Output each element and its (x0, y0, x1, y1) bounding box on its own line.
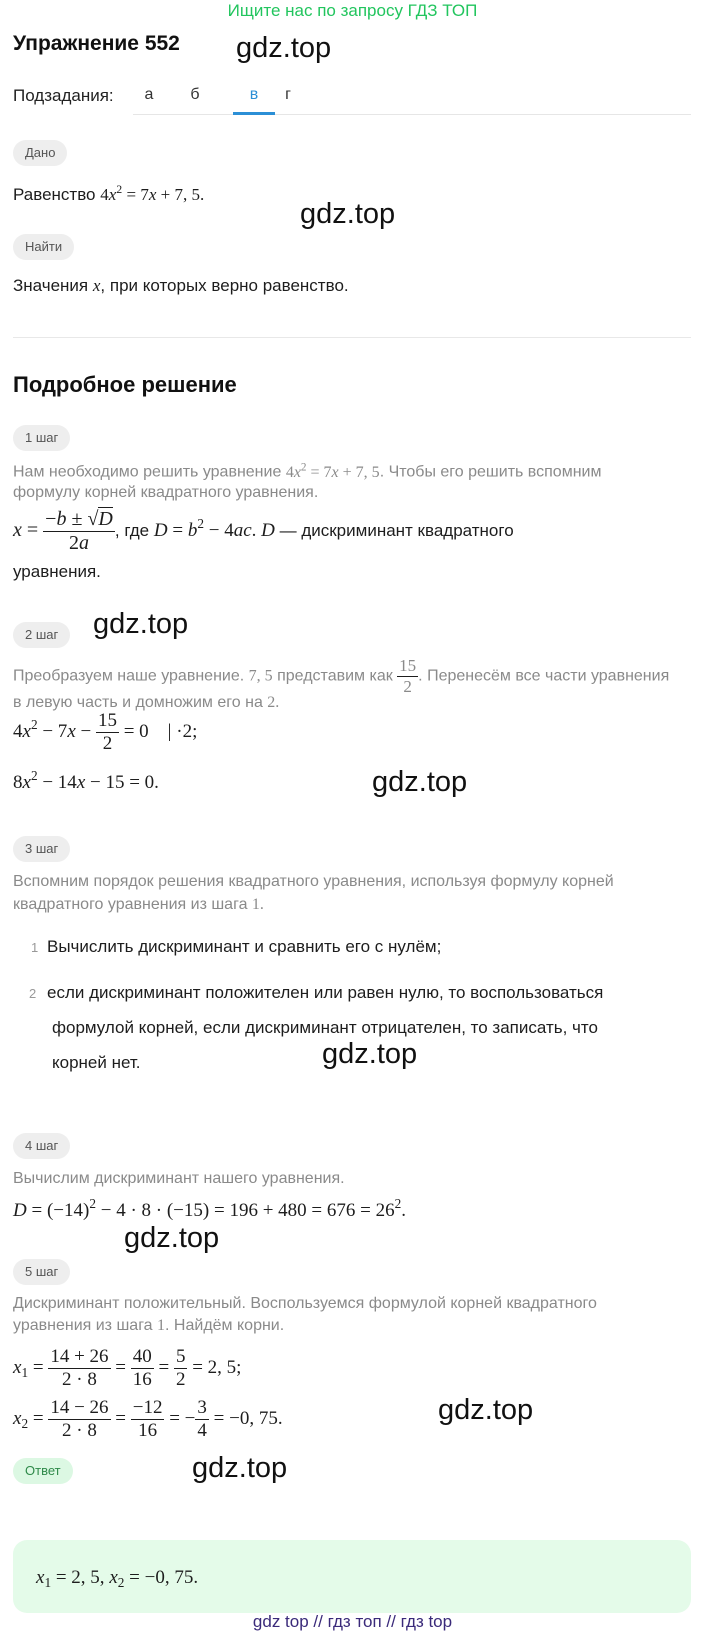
fraction-15-2: $\frac{15}{2}$ (399, 656, 417, 696)
step-2-text-a: Преобразуем наше уравнение. (13, 667, 245, 685)
watermark: gdz.top (300, 198, 396, 230)
step-2-text (13, 656, 669, 697)
step-5-badge: 5 шаг (13, 1259, 70, 1285)
step-2-eq-2: $8x^2 - 14x - 15 = 0$. (13, 768, 159, 793)
step-1-badge: 1 шаг (13, 425, 70, 451)
root-formula-line (13, 508, 514, 555)
step-2-text-d-label: в левую часть и домножим его на (13, 694, 263, 711)
step-3-text-a: Вспомним порядок решения квадратного уравнения, используя формулу корней (13, 873, 614, 890)
step-1-text-a: Нам необходимо решить уравнение (13, 463, 282, 481)
given-prefix: Равенство (13, 185, 96, 205)
list-item: если дискриминант положителен или равен нулю, то воспользоваться (47, 983, 604, 1002)
watermark: gdz.top (236, 32, 332, 64)
step-2-value: 7, 5 (248, 667, 273, 685)
active-tab-indicator (233, 112, 275, 115)
step-1-text-c: формулу корней квадратного уравнения. (13, 484, 319, 501)
step-ref: 1 (157, 1317, 166, 1334)
step-3-badge: 3 шаг (13, 836, 70, 862)
x2-frac-2: $\frac{-12}{16}$ (132, 1397, 163, 1441)
watermark: gdz.top (192, 1452, 288, 1484)
list-item-cont: корней нет. (52, 1053, 141, 1072)
find-text (13, 276, 349, 296)
watermark: gdz.top (438, 1394, 534, 1426)
x2-frac-3: $\frac{3}{4}$ (197, 1397, 207, 1441)
tab-g[interactable]: г (285, 86, 291, 103)
step-2-text-c: . Перенесём все части уравнения (418, 667, 670, 685)
step-5-text-a: Дискриминант положительный. Воспользуемся формулой корней квадратного (13, 1295, 597, 1312)
root-formula: x = $\frac{-b \pm √D}{2a}$ (13, 508, 113, 554)
tabs-divider (133, 114, 691, 115)
x2-frac-1: $\frac{14 - 26}{2 \cdot 8}$ (50, 1397, 109, 1441)
step-2-text-b: представим как (277, 667, 393, 685)
step-2-eq-1: $4x^2 - 7x$ − $\frac{15}{2}$ = 0 | ·2; (13, 710, 198, 754)
answer-text (36, 1567, 198, 1591)
step-4-text: Вычислим дискриминант нашего уравнения. (13, 1170, 345, 1187)
step-5-text-c: . Найдём корни. (165, 1317, 285, 1334)
step-ref: 1. (251, 896, 264, 913)
list-item-num: 2 (29, 986, 37, 1001)
step-2-equation-2 (13, 768, 159, 794)
watermark: gdz.top (124, 1222, 220, 1254)
root-x1 (13, 1346, 241, 1391)
watermark: gdz.top (372, 766, 468, 798)
variable-x: x (92, 276, 101, 295)
tab-b[interactable]: б (190, 86, 200, 103)
fraction-15-2-eq: $\frac{15}{2}$ (97, 710, 117, 754)
watermark: gdz.top (93, 608, 189, 640)
section-divider (13, 337, 691, 338)
discriminant-calc (13, 1196, 406, 1222)
root-x2 (13, 1397, 283, 1442)
root-formula-fraction: $\frac{-b \pm √D}{2a}$ (45, 508, 113, 554)
step-1-text (13, 461, 601, 482)
step-5-text-b-label: уравнения из шага (13, 1317, 153, 1334)
solution-heading: Подробное решение (13, 372, 237, 397)
given-equation: $4x^2 = 7x + 7$, 5. (100, 182, 205, 205)
x1-frac-3: $\frac{5}{2}$ (175, 1346, 186, 1390)
step-1-desc-end: уравнения. (13, 562, 101, 581)
x1-frac-2: $\frac{40}{16}$ (132, 1346, 152, 1390)
find-badge: Найти (13, 234, 74, 260)
watermark: gdz.top (322, 1038, 418, 1070)
footer: gdz top // гдз топ // гдз top (252, 1612, 453, 1631)
step-2-equation-1 (13, 710, 197, 755)
given-badge: Дано (13, 140, 67, 166)
discriminant-equation: $D = (-14)^2 - 4 \cdot 8 \cdot (-15) = 196 + 480 = 676 = 26^2$. (13, 1196, 406, 1221)
find-prefix: Значения (13, 276, 89, 295)
step-1-text-b: . Чтобы его решить вспомним (379, 463, 602, 481)
tab-a[interactable]: а (144, 86, 154, 103)
where-text: , где (114, 521, 150, 541)
answer-badge: Ответ (13, 1458, 73, 1484)
x1-equation: $x_1$ = $\frac{14 + 26}{2 \cdot 8}$ = $\frac{40}{16}$ = $\frac{5}{2}$ = 2, 5; (13, 1346, 242, 1390)
x2-equation: $x_2$ = $\frac{14 - 26}{2 \cdot 8}$ = $\frac{-12}{16}$ = − $\frac{3}{4}$ = −0, 75. (13, 1397, 283, 1441)
answer-equation: $x_1 = 2$, 5, $x_2 = -0$, 75. (36, 1567, 199, 1590)
step-2-badge: 2 шаг (13, 622, 70, 648)
step-3-text-b (13, 896, 264, 914)
subtasks-label: Подзадания: (13, 86, 114, 105)
step-5-text-b (13, 1317, 284, 1335)
step-4-badge: 4 шаг (13, 1133, 70, 1159)
step-3-text-b-label: квадратного уравнения из шага (13, 896, 248, 913)
list-item-cont: формулой корней, если дискриминант отрицателен, то записать, что (52, 1018, 598, 1037)
discriminant-formula: $D = b^2 - 4ac$. D (153, 516, 275, 542)
x1-frac-1: $\frac{14 + 26}{2 \cdot 8}$ (50, 1346, 109, 1390)
list-item-num: 1 (31, 940, 39, 955)
multiplier: 2. (267, 694, 280, 711)
list-item: Вычислить дискриминант и сравнить его с нулём; (47, 937, 442, 956)
tab-v[interactable]: в (249, 86, 259, 103)
top-banner: Ищите нас по запросу ГДЗ ТОП (227, 1, 478, 20)
page-title: Упражнение 552 (13, 32, 180, 55)
find-suffix: , при которых верно равенство. (100, 276, 349, 295)
given-text (13, 182, 204, 205)
discriminant-desc: — дискриминант квадратного (279, 521, 514, 541)
step-1-equation: $4x^2 = 7x + 7$, 5 (285, 461, 380, 481)
